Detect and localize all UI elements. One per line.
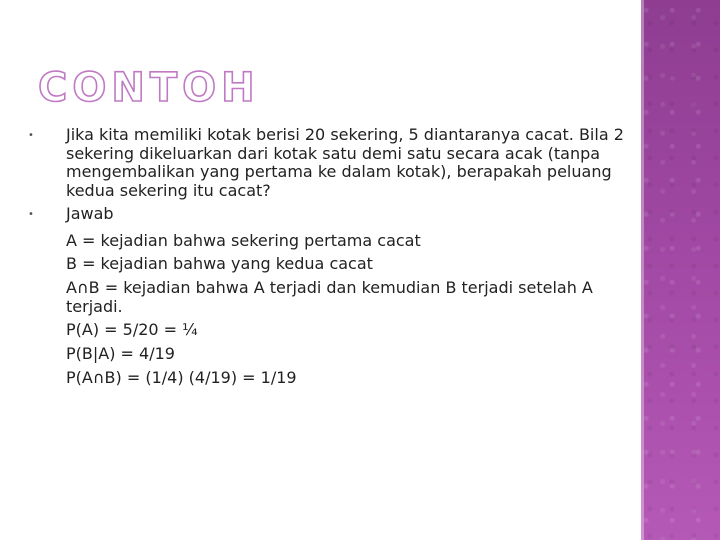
bullet-dot-icon: • [28,208,34,220]
answer-line: P(A∩B) = (1/4) (4/19) = 1/19 [66,367,297,387]
panel-texture [641,0,720,540]
answer-line: A = kejadian bahwa sekering pertama cacat [66,230,421,250]
answer-heading: Jawab [66,203,114,223]
question-text: Jika kita memiliki kotak berisi 20 sekering, 5 diantaranya cacat. Bila 2 sekering dikeluarkan dari kotak satu demi satu secara acak (tanpa mengembalikan yang pertama ke dalam kotak), berapakah peluang kedua sekering itu cacat? [66,125,624,201]
panel-edge [641,0,644,540]
slide-title: CONTOH [38,65,260,111]
answer-line: B = kejadian bahwa yang kedua cacat [66,254,373,274]
slide-body [28,126,638,388]
answer-line: P(B|A) = 4/19 [66,344,175,364]
decorative-side-panel [641,0,720,540]
bullet-answer-heading [28,205,638,224]
answer-line: A∩B = kejadian bahwa A terjadi dan kemudian B terjadi setelah A terjadi. [66,278,593,316]
bullet-question [28,126,638,201]
bullet-dot-icon: • [28,130,34,141]
answer-line: P(A) = 5/20 = ¼ [66,320,198,340]
